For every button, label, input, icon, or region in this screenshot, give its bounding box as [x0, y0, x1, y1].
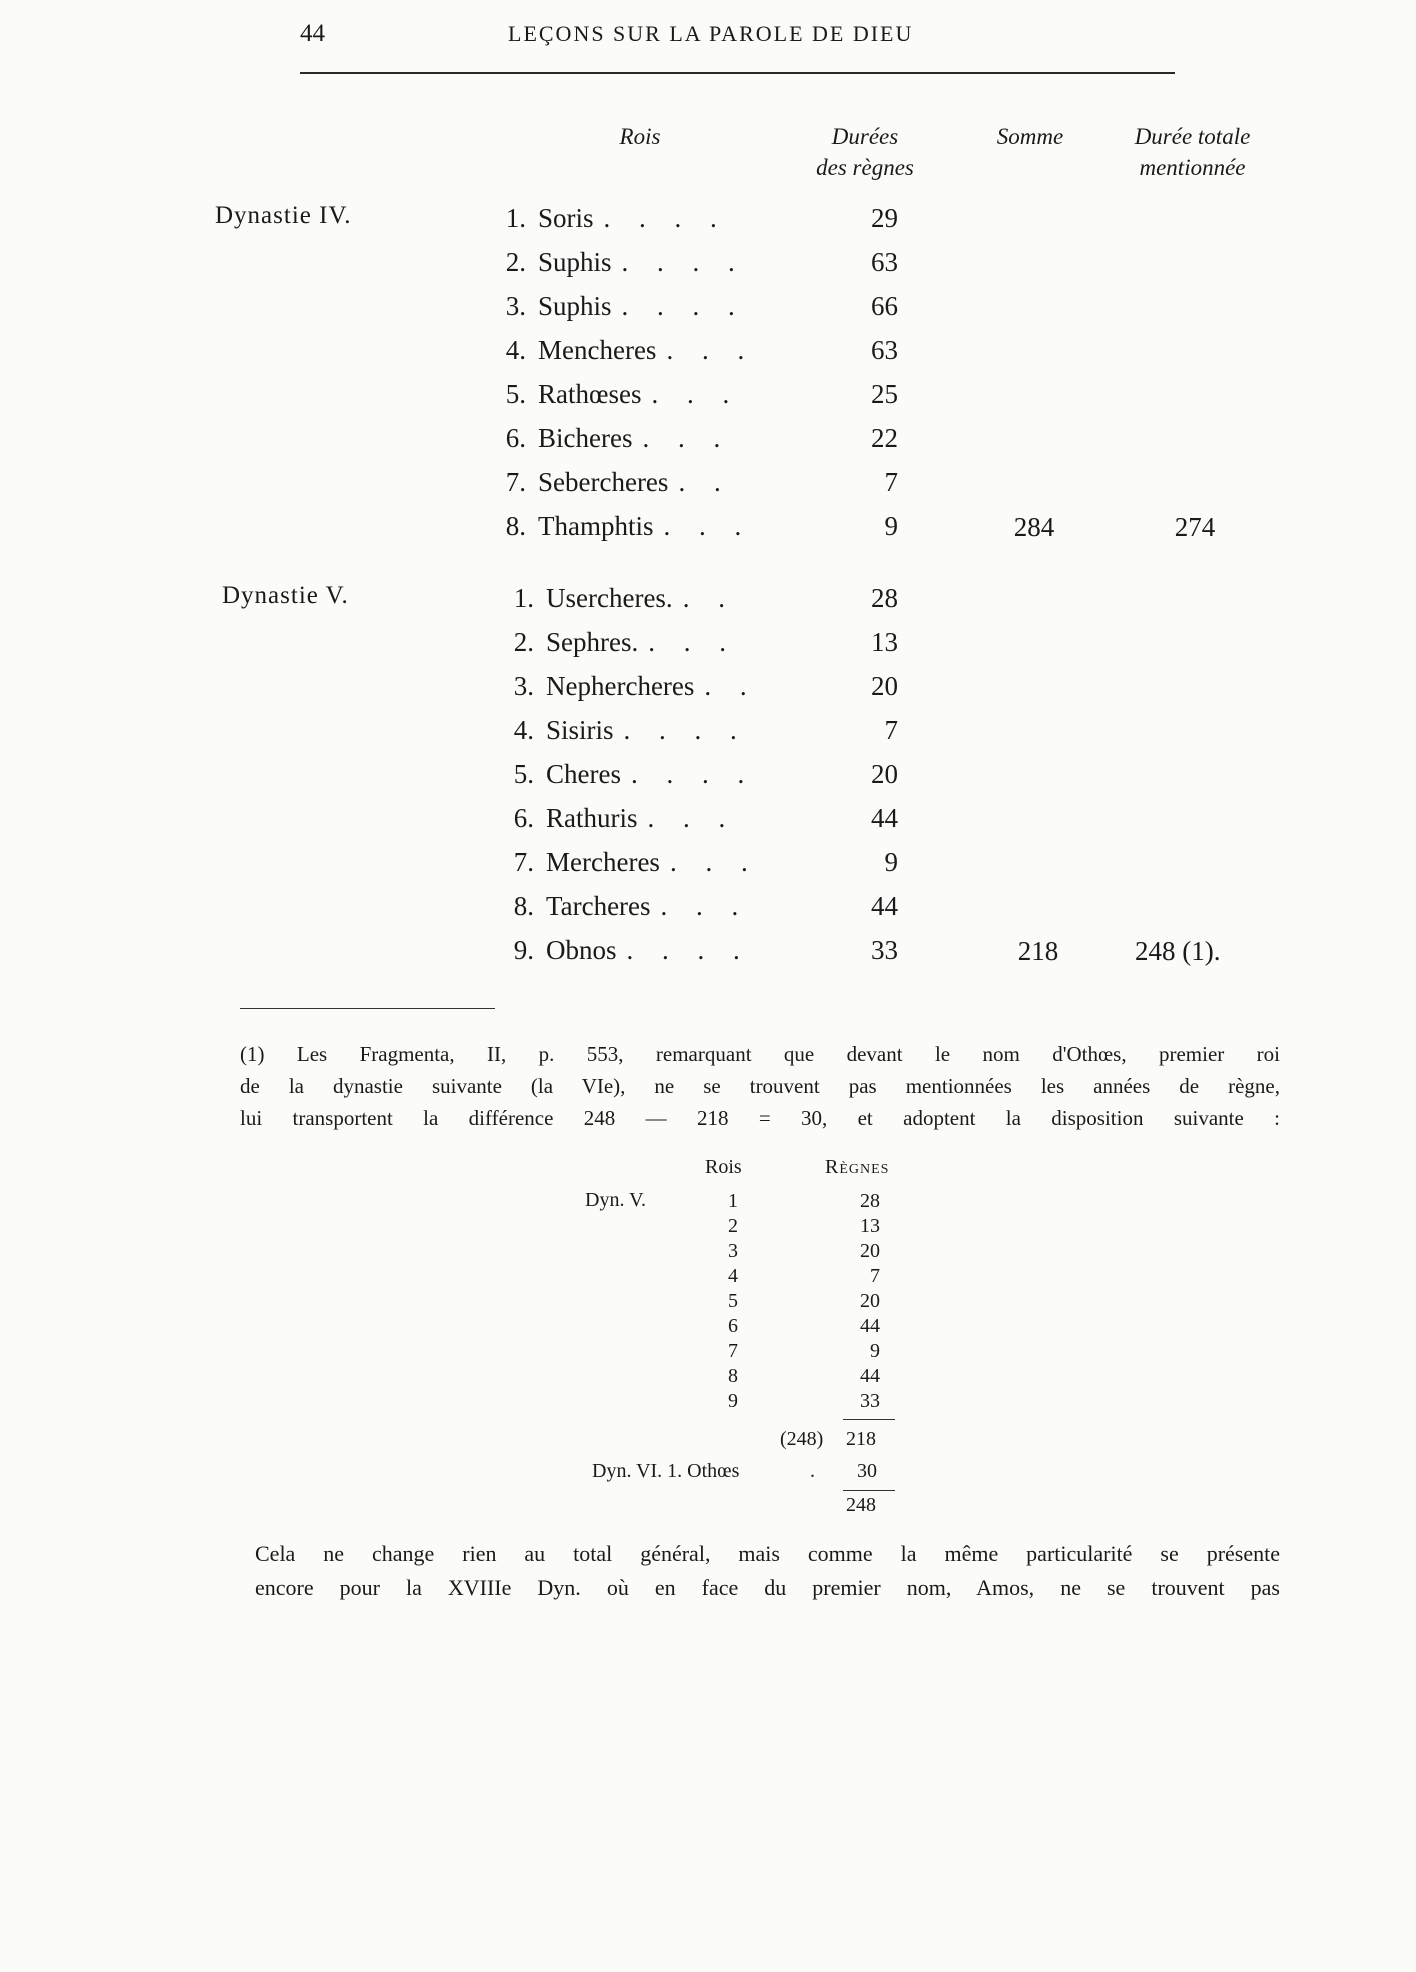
king-row [500, 708, 748, 752]
king-number: 4. [513, 715, 534, 745]
footnote-rule [240, 1008, 495, 1009]
reign-years: 29 [871, 203, 898, 233]
footnote-reign-years: 13 [860, 1215, 880, 1237]
king-name: Sebercheres [538, 467, 669, 497]
leader-dots: . . . [648, 627, 737, 657]
leader-dots: . . . [669, 847, 759, 877]
leader-dots: . . . [666, 335, 756, 365]
king-row [500, 796, 736, 840]
leader-dots: . . [682, 583, 736, 613]
king-row [492, 196, 728, 240]
dynasty-iv-total: 274 [1174, 512, 1216, 542]
footnote-king-number: 6 [728, 1315, 738, 1337]
king-number: 5. [505, 379, 526, 409]
footnote-dyn-vi-years: 30 [857, 1460, 877, 1482]
footnote-reign-years: 33 [860, 1390, 880, 1412]
king-number: 3. [505, 291, 526, 321]
column-head-durees-line2: des règnes [816, 155, 914, 180]
reign-years: 20 [871, 671, 898, 701]
king-number: 3. [513, 671, 534, 701]
king-name: Thamphtis [538, 511, 654, 541]
king-number: 6. [505, 423, 526, 453]
king-row [500, 752, 755, 796]
king-number: 4. [505, 335, 526, 365]
running-title: LEÇONS SUR LA PAROLE DE DIEU [508, 21, 914, 46]
footnote-total-rule [843, 1490, 895, 1491]
king-number: 6. [513, 803, 534, 833]
king-name: Nephercheres [546, 671, 695, 701]
king-row [500, 928, 751, 972]
king-row [500, 884, 749, 928]
king-row [492, 372, 740, 416]
king-name: Suphis [538, 247, 612, 277]
king-name: Soris [538, 203, 594, 233]
king-number: 8. [505, 511, 526, 541]
footnote-reign-years: 9 [870, 1340, 880, 1362]
king-name: Obnos [546, 935, 617, 965]
closing-line: encore pour la XVIIIe Dyn. où en face du premier nom, Amos, ne se trouvent pas [255, 1575, 1280, 1600]
king-number: 7. [505, 467, 526, 497]
footnote-king-number: 4 [728, 1265, 738, 1287]
footnote-line: lui transportent la différence 248 — 218 = 30, et adoptent la disposition suivante : [240, 1106, 1280, 1130]
king-row [492, 328, 755, 372]
footnote-total: 248 [846, 1494, 876, 1516]
dynasty-v-total: 248 (1). [1135, 936, 1221, 966]
king-name: Rathœses [538, 379, 642, 409]
leader-dots: . . . . [623, 715, 748, 745]
footnote-reign-years: 7 [870, 1265, 880, 1287]
king-name: Cheres [546, 759, 621, 789]
king-name: Suphis [538, 291, 612, 321]
footnote-reign-years: 20 [860, 1290, 880, 1312]
footnote-king-number: 5 [728, 1290, 738, 1312]
reign-years: 44 [871, 803, 898, 833]
king-number: 7. [513, 847, 534, 877]
reign-years: 7 [884, 715, 898, 745]
footnote-sum-rule [843, 1419, 895, 1420]
king-name: Mencheres [538, 335, 657, 365]
footnote-reign-years: 28 [860, 1190, 880, 1212]
leader-dots: . . . [642, 423, 732, 453]
reign-years: 63 [871, 335, 898, 365]
king-name: Bicheres [538, 423, 633, 453]
king-row [492, 416, 731, 460]
reign-years: 20 [871, 759, 898, 789]
king-name: Usercheres. [546, 583, 673, 613]
dynasty-v-somme: 218 [1017, 936, 1059, 966]
header-rule [300, 72, 1175, 74]
footnote-dyn-vi-label: Dyn. VI. 1. Othœs [592, 1460, 740, 1482]
footnote-head-rois: Rois [705, 1156, 742, 1178]
reign-years: 13 [871, 627, 898, 657]
reign-years: 25 [871, 379, 898, 409]
footnote-reign-years: 44 [860, 1315, 880, 1337]
king-number: 2. [505, 247, 526, 277]
dynasty-v-label: Dynastie V. [222, 582, 349, 609]
column-head-somme: Somme [996, 124, 1064, 149]
king-row [492, 240, 746, 284]
footnote-subtotal-label: (248) [780, 1428, 824, 1450]
king-row [500, 576, 736, 620]
king-number: 5. [513, 759, 534, 789]
king-number: 9. [513, 935, 534, 965]
column-head-rois: Rois [619, 124, 661, 149]
leader-dots: . . . [651, 379, 741, 409]
leader-dots: . . . . [630, 759, 756, 789]
leader-dots: . . . . [626, 935, 751, 965]
reign-years: 9 [884, 847, 898, 877]
dynasty-iv-somme: 284 [1013, 512, 1055, 542]
reign-years: 33 [871, 935, 898, 965]
column-head-totale-line2: mentionnée [1139, 155, 1246, 180]
footnote-king-number: 8 [728, 1365, 738, 1387]
king-row [492, 504, 752, 548]
column-head-totale-line1: Durée totale [1134, 124, 1251, 149]
leader-dots: . . . [660, 891, 750, 921]
reign-years: 7 [884, 467, 898, 497]
footnote-line: de la dynastie suivante (la VIe), ne se trouvent pas mentionnées les années de règne, [240, 1074, 1280, 1098]
reign-years: 28 [871, 583, 898, 613]
king-row [492, 460, 732, 504]
king-number: 1. [505, 203, 526, 233]
closing-paragraph [255, 1537, 1280, 1605]
leader-dots: . . . . [603, 203, 728, 233]
footnote-king-number: 3 [728, 1240, 738, 1262]
footnote-king-number: 9 [728, 1390, 738, 1412]
footnote-reign-years: 20 [860, 1240, 880, 1262]
footnote-line: (1) Les Fragmenta, II, p. 553, remarquant que devant le nom d'Othœs, premier roi [240, 1042, 1280, 1066]
footnote-subtotal: 218 [846, 1428, 876, 1450]
king-row [492, 284, 746, 328]
king-name: Rathuris [546, 803, 638, 833]
king-row [500, 664, 758, 708]
footnote-king-number: 2 [728, 1215, 738, 1237]
reign-years: 44 [871, 891, 898, 921]
footnote-dyn-vi-dot: . [810, 1460, 815, 1482]
dynasty-iv-label: Dynastie IV. [215, 202, 352, 229]
reign-years: 22 [871, 423, 898, 453]
king-row [500, 840, 759, 884]
closing-line: Cela ne change rien au total général, mais comme la même particularité se présente [255, 1541, 1280, 1566]
page-number: 44 [300, 20, 325, 47]
column-head-totale [1110, 121, 1275, 183]
footnote-king-number: 1 [728, 1190, 738, 1212]
king-number: 8. [513, 891, 534, 921]
leader-dots: . . . . [621, 291, 746, 321]
leader-dots: . . . . [621, 247, 746, 277]
leader-dots: . . . [663, 511, 753, 541]
column-head-durees-line1: Durées [831, 124, 899, 149]
footnote-reign-years: 44 [860, 1365, 880, 1387]
king-name: Mercheres [546, 847, 660, 877]
footnote-head-regnes: Règnes [825, 1156, 890, 1178]
footnote-paragraph [240, 1038, 1280, 1134]
leader-dots: . . [704, 671, 758, 701]
footnote-dyn-v-label: Dyn. V. [585, 1189, 646, 1211]
king-name: Sephres. [546, 627, 639, 657]
king-number: 1. [513, 583, 534, 613]
reign-years: 66 [871, 291, 898, 321]
reign-years: 9 [884, 511, 898, 541]
footnote-king-number: 7 [728, 1340, 738, 1362]
leader-dots: . . [678, 467, 732, 497]
king-number: 2. [513, 627, 534, 657]
leader-dots: . . . [647, 803, 737, 833]
reign-years: 63 [871, 247, 898, 277]
column-head-durees [790, 121, 940, 183]
king-row [500, 620, 737, 664]
king-name: Sisiris [546, 715, 614, 745]
king-name: Tarcheres [546, 891, 651, 921]
